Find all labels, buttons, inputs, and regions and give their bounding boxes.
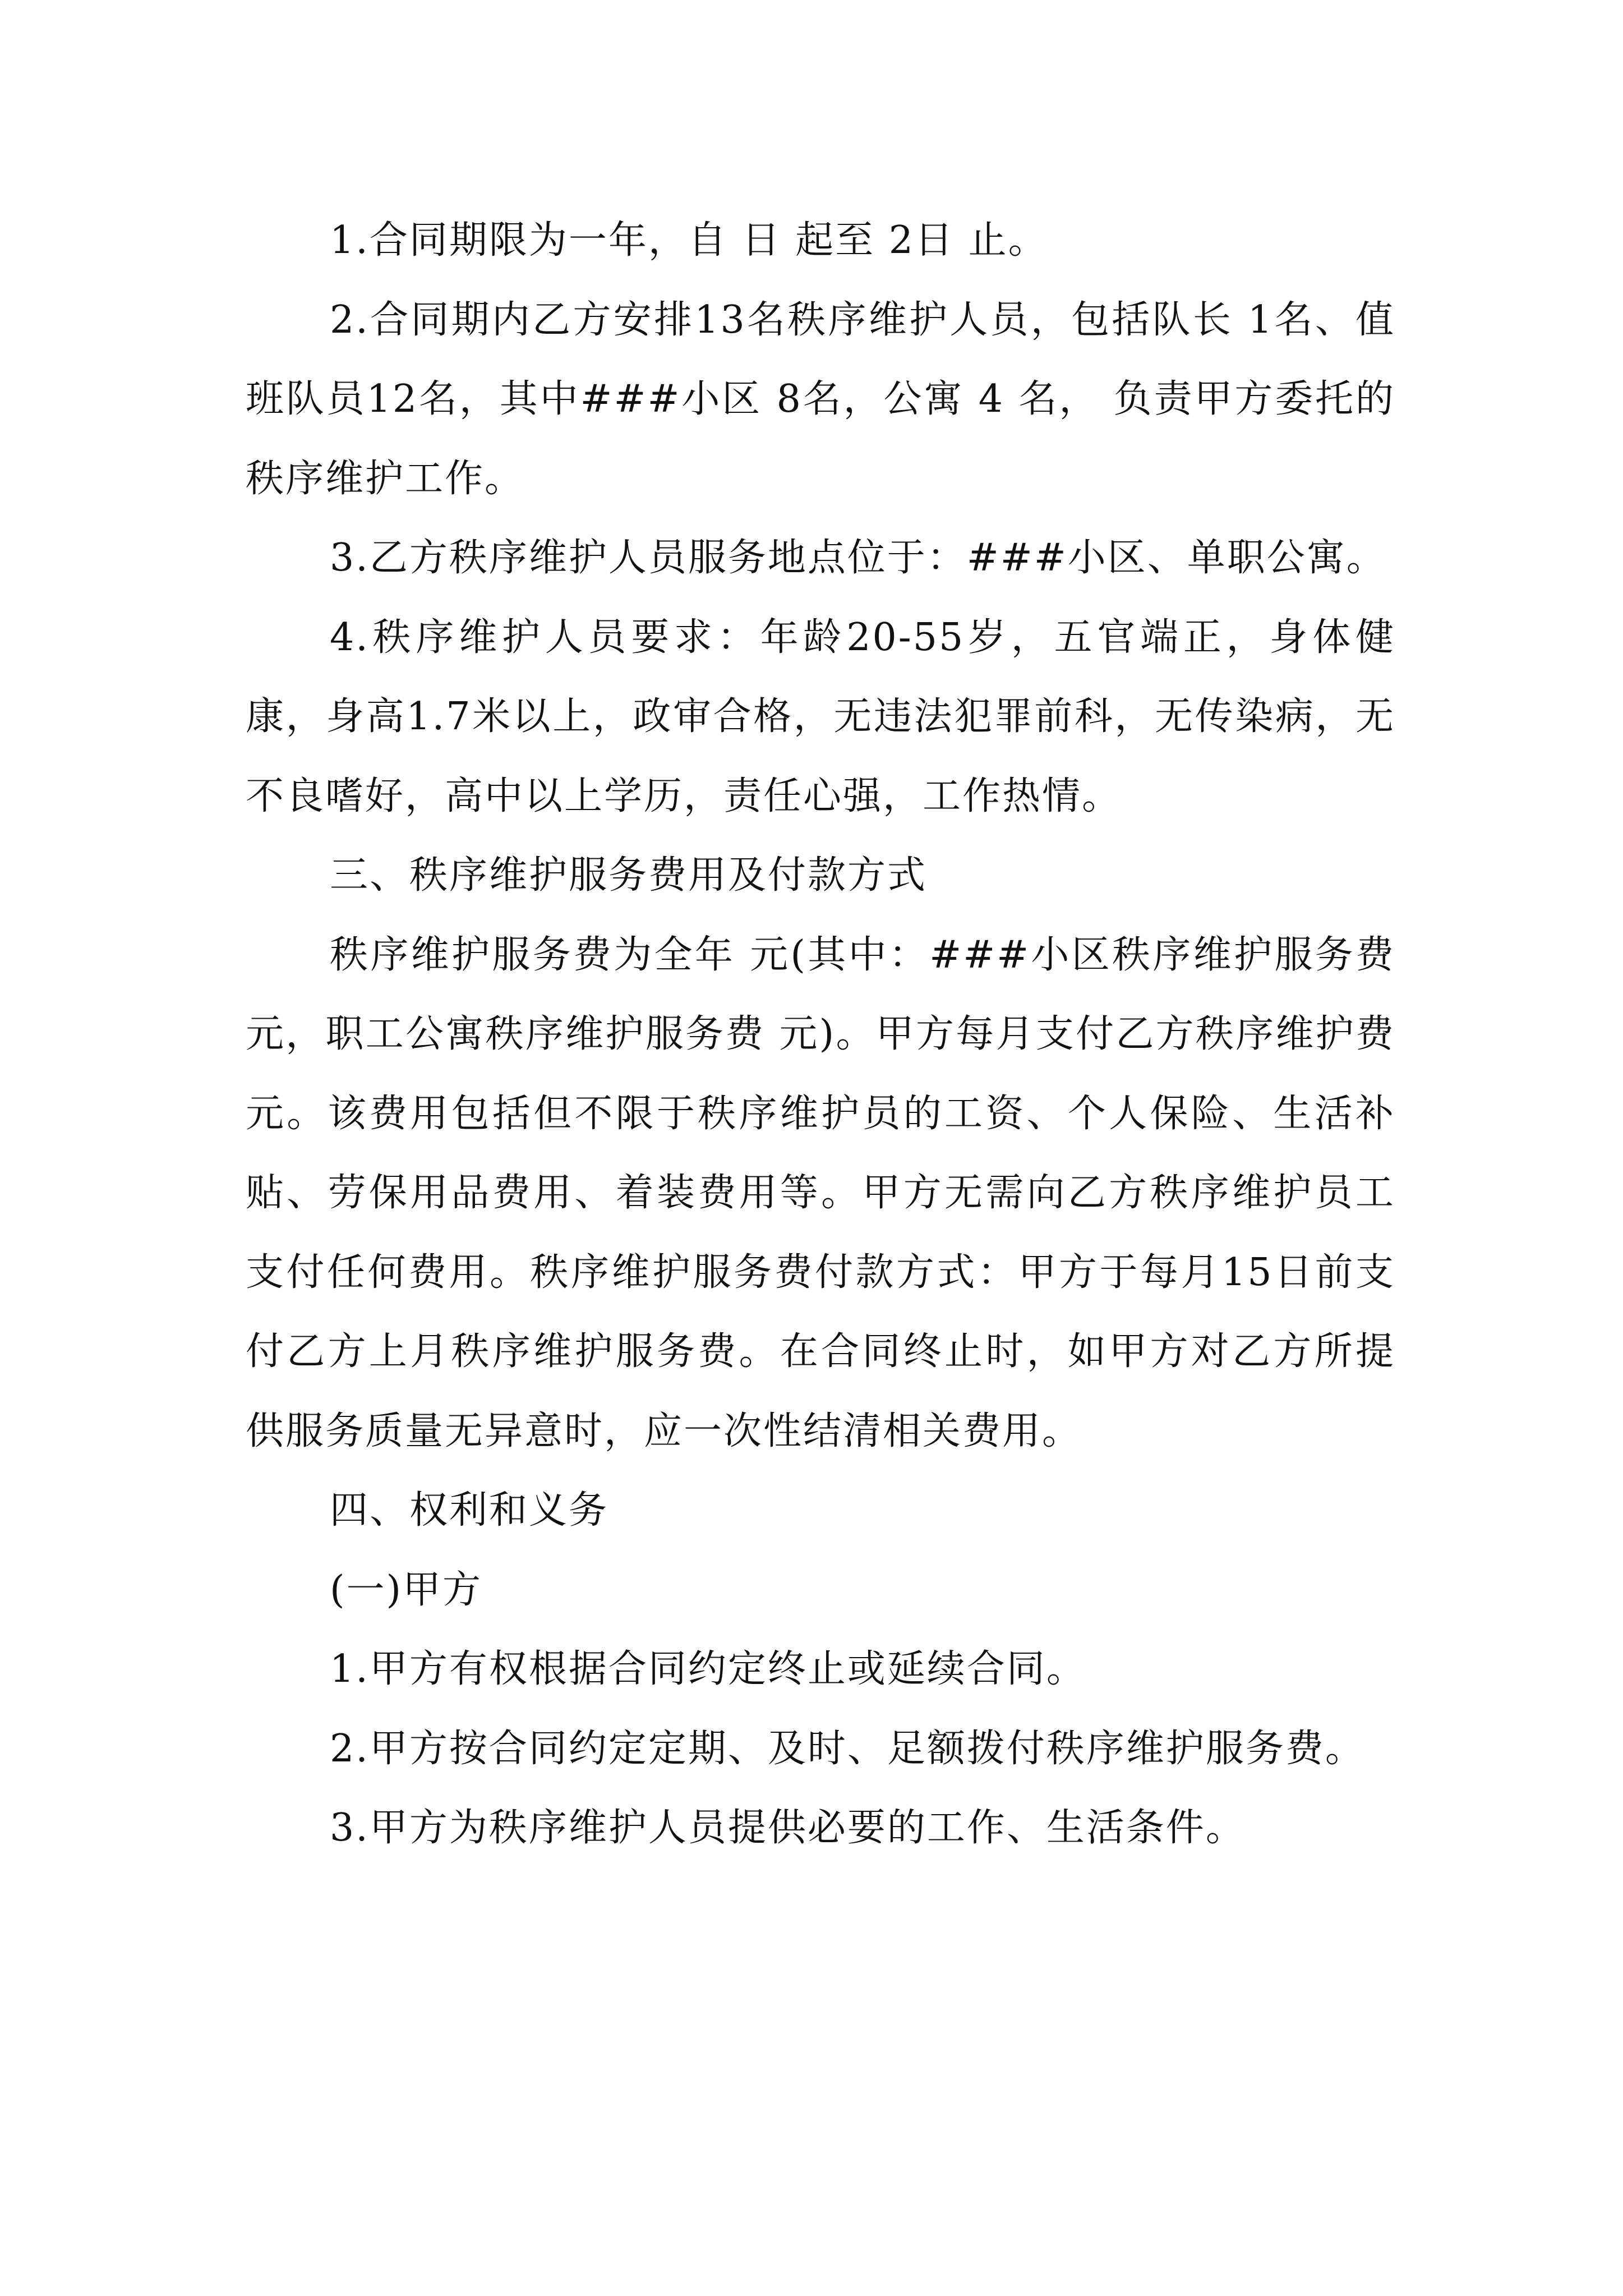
clause-party-a-2: 2.甲方按合同约定定期、及时、足额拨付秩序维护服务费。 <box>330 1726 1365 1771</box>
clause-location: 3.乙方秩序维护人员服务地点位于：###小区、单职公寓。 <box>330 536 1386 580</box>
section-heading-rights: 四、权利和义务 <box>330 1488 609 1533</box>
subsection-heading-party-a: (一)甲方 <box>330 1567 483 1612</box>
clause-term: 1.合同期限为一年，自 日 起至 2日 止。 <box>330 218 1048 263</box>
section-heading-fees: 三、秩序维护服务费用及付款方式 <box>330 853 928 898</box>
clause-staffing: 2.合同期内乙方安排13名秩序维护人员，包括队长 1名、值班队员12名，其中###小区 8名，公寓 4 名， 负责甲方委托的秩序维护工作。 <box>246 297 1395 501</box>
clause-fees: 秩序维护服务费为全年 元(其中：###小区秩序维护服务费 元，职工公寓秩序维护服务费 元)。甲方每月支付乙方秩序维护费 元。该费用包括但不限于秩序维护员的工资、个人保险、生活补贴、劳保用品费用、着装费用等。甲方无需向乙方秩序维护员工支付任何费用。秩序维护服务费付款方式：甲方于每月15日前支付乙方上月秩序维护服务费。在合同终止时，如甲方对乙方所提供服务质量无异意时，应一次性结清相关费用。 <box>246 932 1395 1453</box>
clause-requirements: 4.秩序维护人员要求：年龄20-55岁，五官端正，身体健康，身高1.7米以上，政审合格，无违法犯罪前科，无传染病，无不良嗜好，高中以上学历，责任心强，工作热情。 <box>246 615 1395 818</box>
clause-party-a-1: 1.甲方有权根据合同约定终止或延续合同。 <box>330 1647 1086 1691</box>
document-body <box>246 201 1395 1868</box>
clause-party-a-3: 3.甲方为秩序维护人员提供必要的工作、生活条件。 <box>330 1806 1246 1850</box>
